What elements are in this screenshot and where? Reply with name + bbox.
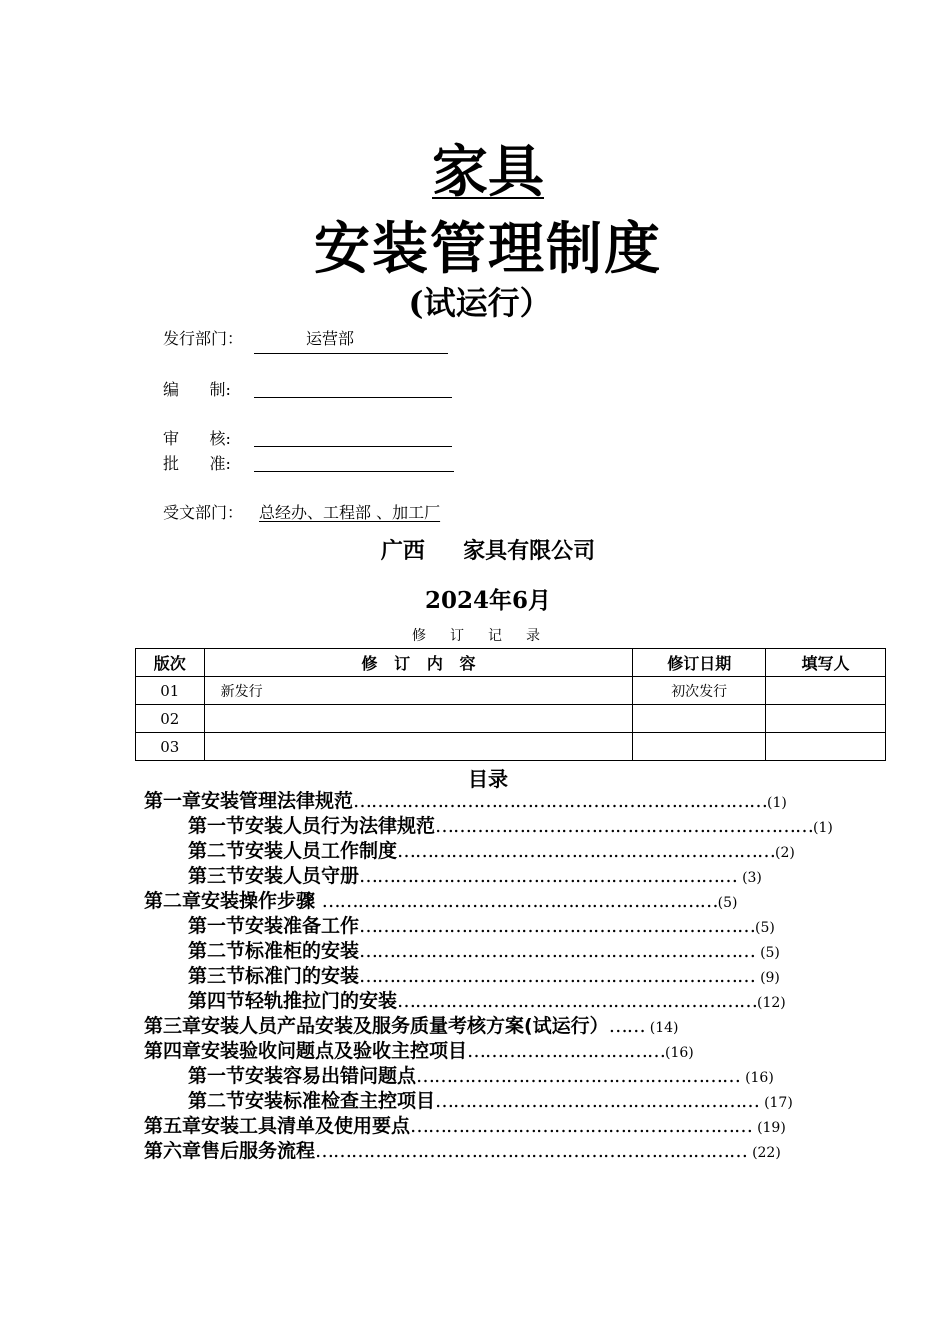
issuer-value: 运营部: [306, 329, 355, 348]
toc-entry-page: (19): [757, 1120, 786, 1136]
toc-entry-dots: ………………………………………………: [416, 1065, 746, 1087]
revision-record-title: 修订记录: [412, 628, 564, 644]
company-name: 广西 家具有限公司: [380, 539, 596, 564]
approver-underline: [254, 471, 454, 472]
toc-entry[interactable]: [144, 889, 737, 915]
toc-entry-text: 第三章安装人员产品安装及服务质量考核方案(试运行）: [144, 1015, 609, 1037]
recipient-label: 受文部门：: [163, 503, 244, 522]
toc-entry-text: 第三节标准门的安装: [188, 965, 360, 987]
editor-underline: [254, 397, 452, 398]
toc-entry-page: (2): [775, 845, 795, 861]
toc-entry-text: 第六章售后服务流程: [144, 1140, 316, 1162]
toc-entry[interactable]: [188, 914, 775, 940]
reviewer-underline: [254, 446, 452, 447]
toc-entry-page: (5): [717, 895, 738, 911]
toc-entry-page: (22): [752, 1145, 781, 1161]
toc-entry[interactable]: [188, 814, 833, 840]
version-header: 版次: [136, 649, 205, 677]
content-cell: [204, 733, 633, 761]
toc-entry[interactable]: [144, 1139, 781, 1165]
toc-entry-dots: ……………………………………………………: [397, 990, 758, 1012]
person-cell: [766, 705, 886, 733]
date-cell: [633, 705, 766, 733]
table-row: [136, 705, 886, 733]
toc-entry-dots: …………………………………………………: [410, 1115, 758, 1137]
toc-entry-page: (17): [764, 1095, 793, 1111]
toc-entry-text: 第三节安装人员守册: [188, 865, 360, 887]
document-title: 家具: [432, 139, 544, 205]
toc-entry-text: 第五章安装工具清单及使用要点: [144, 1115, 411, 1137]
toc-entry-dots: ………………………………………………: [435, 1090, 765, 1112]
content-header: 修 订 内 容: [204, 649, 633, 677]
toc-entry-dots: …………………………………………………………: [321, 890, 718, 912]
toc-entry-text: 第一节安装准备工作: [188, 915, 360, 937]
table-row: [136, 677, 886, 705]
toc-entry-text: 第二节安装标准检查主控项目: [188, 1090, 436, 1112]
toc-entry-dots: ……………………………: [467, 1040, 666, 1062]
version-cell: 03: [136, 733, 205, 761]
version-cell: 02: [136, 705, 205, 733]
trial-run-note: (试运行）: [408, 284, 552, 322]
toc-entry-text: 第一章安装管理法律规范: [144, 790, 354, 812]
toc-entry[interactable]: [144, 789, 787, 815]
toc-entry[interactable]: [188, 1089, 793, 1115]
issue-date: 2024年6月: [424, 587, 552, 614]
table-row: [136, 733, 886, 761]
toc-entry-page: (14): [649, 1020, 679, 1036]
issuer-underline: [254, 353, 448, 354]
toc-entry[interactable]: [188, 1064, 774, 1090]
revision-header-row: [136, 649, 886, 677]
toc-entry-text: 第四节轻轨推拉门的安装: [188, 990, 398, 1012]
toc-entry-dots: ……: [608, 1015, 650, 1037]
toc-entry-page: (16): [665, 1045, 694, 1061]
toc-entry-page: (5): [760, 945, 780, 961]
date-cell: [633, 733, 766, 761]
issuer-label: 发行部门：: [163, 329, 244, 348]
toc-entry-page: (9): [760, 970, 780, 986]
toc-entry[interactable]: [188, 839, 795, 865]
toc-entry[interactable]: [144, 1114, 786, 1140]
toc-entry-dots: …………………………………………………………: [359, 915, 756, 937]
toc-entry-page: (3): [742, 870, 762, 886]
toc-entry-text: 第二章安装操作步骤: [144, 890, 322, 912]
toc-entry-dots: ……………………………………………………………: [353, 790, 768, 812]
editor-label: 编 制:: [163, 380, 231, 399]
toc-entry-dots: ………………………………………………………: [397, 840, 776, 862]
toc-entry-page: (1): [813, 820, 833, 836]
toc-entry-dots: …………………………………………………………: [359, 940, 761, 962]
content-cell: 新发行: [204, 677, 633, 705]
person-header: 填写人: [766, 649, 886, 677]
date-header: 修订日期: [633, 649, 766, 677]
date-cell: 初次发行: [633, 677, 766, 705]
toc-entry-text: 第一节安装容易出错问题点: [188, 1065, 417, 1087]
toc-entry[interactable]: [144, 1014, 678, 1040]
toc-entry-page: (16): [745, 1070, 774, 1086]
toc-entry-text: 第二节安装人员工作制度: [188, 840, 398, 862]
toc-entry[interactable]: [188, 864, 762, 890]
document-subtitle: 安装管理制度: [314, 216, 662, 282]
person-cell: [766, 733, 886, 761]
toc-entry[interactable]: [188, 964, 780, 990]
toc-entry-page: (5): [755, 920, 775, 936]
toc-entry-page: (1): [767, 795, 787, 811]
reviewer-label: 审 核:: [163, 429, 231, 448]
toc-entry-dots: ………………………………………………………: [435, 815, 814, 837]
toc-entry[interactable]: [144, 1039, 694, 1065]
toc-title: 目录: [468, 767, 508, 791]
toc-entry[interactable]: [188, 989, 786, 1015]
approver-label: 批 准:: [163, 454, 231, 473]
toc-entry-page: (12): [757, 995, 786, 1011]
revision-table: [135, 648, 886, 761]
toc-entry-text: 第二节标准柜的安装: [188, 940, 360, 962]
toc-entry-text: 第一节安装人员行为法律规范: [188, 815, 436, 837]
toc-entry-dots: ………………………………………………………: [359, 865, 743, 887]
recipient-value: 总经办、工程部 、加工厂: [259, 503, 441, 522]
toc-entry-dots: ………………………………………………………………: [315, 1140, 753, 1162]
toc-entry-dots: …………………………………………………………: [359, 965, 761, 987]
version-cell: 01: [136, 677, 205, 705]
toc-entry[interactable]: [188, 939, 780, 965]
toc-entry-text: 第四章安装验收问题点及验收主控项目: [144, 1040, 468, 1062]
person-cell: [766, 677, 886, 705]
content-cell: [204, 705, 633, 733]
